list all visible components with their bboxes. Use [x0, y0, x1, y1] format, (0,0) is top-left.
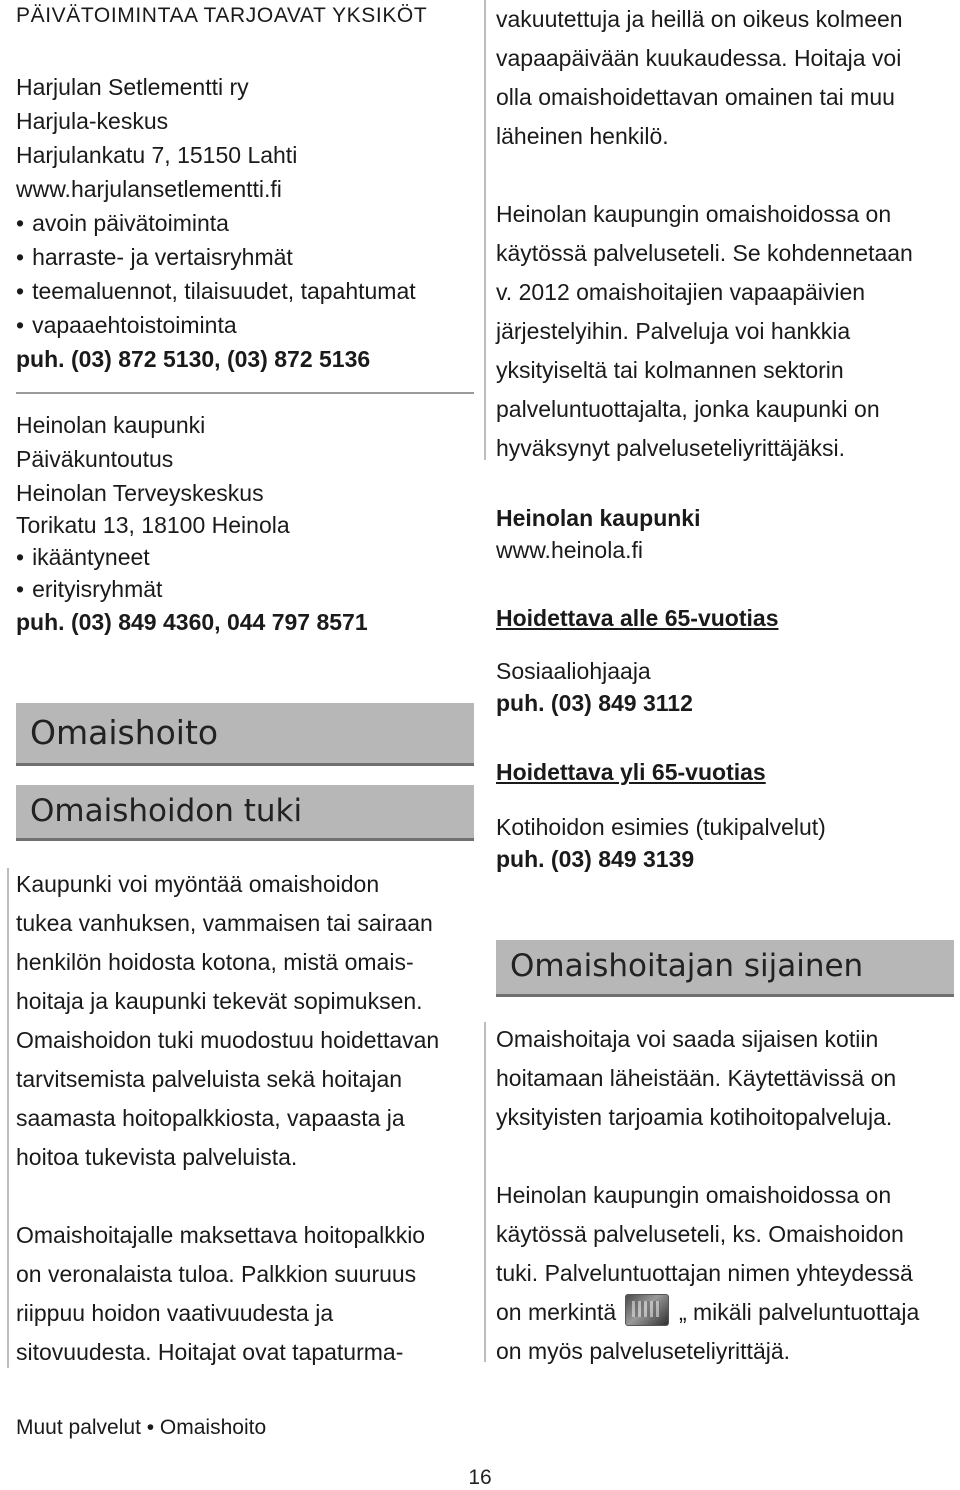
unit2-item: • ikääntyneet [16, 540, 150, 574]
text-line: käytössä palveluseteli. Se kohdennetaan [496, 240, 913, 266]
right-column-rule-top [484, 0, 486, 460]
phone-prefix: puh. [16, 609, 65, 635]
section-heading: PÄIVÄTOIMINTAA TARJOAVAT YKSIKÖT [16, 4, 428, 27]
text-line: on veronalaista tuloa. Palkkion suuruus [16, 1261, 417, 1287]
unit2-item: • erityisryhmät [16, 572, 162, 606]
text-line: tarvitsemista palveluista sekä hoitajan [16, 1066, 403, 1092]
text-line: tukea vanhuksen, vammaisen tai sairaan [16, 910, 433, 936]
section-title: Omaishoitajan sijainen [510, 948, 864, 984]
text-line: riippuu hoidon vaativuudesta ja [16, 1300, 334, 1326]
text-line: Heinolan kaupungin omaishoidossa on [496, 201, 892, 227]
unit2-phone-row [16, 605, 368, 639]
section-band-omaishoito [16, 703, 474, 766]
unit2-name: Heinolan kaupunki [16, 412, 206, 438]
unit1-address: Harjulankatu 7, 15150 Lahti [16, 142, 298, 168]
text-line: palveluntuottajalta, jonka kaupunki on [496, 396, 880, 422]
text-line: saamasta hoitopalkkiosta, vapaasta ja [16, 1105, 405, 1131]
omaishoito-paragraph-2 [16, 1216, 425, 1372]
text-line: hoitamaan läheistään. Käytettävissä on [496, 1065, 897, 1091]
unit2-address: Torikatu 13, 18100 Heinola [16, 512, 290, 538]
text-line: käytössä palveluseteli, ks. Omaishoidon [496, 1221, 904, 1247]
unit1-name: Harjulan Setlementti ry [16, 74, 249, 100]
unit1-item: • harraste- ja vertaisryhmät [16, 240, 293, 274]
text-line: järjestelyihin. Palveluja voi hankkia [496, 318, 851, 344]
unit1-item: • avoin päivätoiminta [16, 206, 229, 240]
text-line: hoitoa tukevista palveluista. [16, 1144, 298, 1170]
text-line: hoitaja ja kaupunki tekevät sopimuksen. [16, 988, 423, 1014]
under65-link[interactable]: Hoidettava alle 65-vuotias [496, 605, 779, 631]
unit1-place: Harjula-keskus [16, 108, 169, 134]
footer-breadcrumb: Muut palvelut • Omaishoito [16, 1416, 267, 1439]
text-line: Heinolan kaupungin omaishoidossa on [496, 1182, 892, 1208]
right-column-rule-bottom [484, 1022, 486, 1362]
text-line: Omaishoitajalle maksettava hoitopalkkio [16, 1222, 426, 1248]
right-paragraph-4 [496, 1176, 919, 1371]
subsection-band [16, 785, 474, 841]
text-line: Omaishoidon tuki muodostuu hoidettavan [16, 1027, 440, 1053]
over65-role: Kotihoidon esimies (tukipalvelut) [496, 814, 826, 840]
text-fragment: on merkintä [496, 1299, 617, 1325]
org-web[interactable]: www.heinola.fi [496, 537, 644, 563]
text-line: hyväksynyt palveluseteliyrittäjäksi. [496, 435, 845, 461]
text-line: Kaupunki voi myöntää omaishoidon [16, 871, 380, 897]
unit1-item: • vapaaehtoistoiminta [16, 308, 237, 342]
section-title: Omaishoito [30, 713, 219, 752]
right-paragraph-1 [496, 0, 903, 156]
unit1-phone: (03) 872 5130, (03) 872 5136 [70, 346, 371, 372]
subsection-title: Omaishoidon tuki [30, 793, 303, 829]
unit1-web[interactable]: www.harjulansetlementti.fi [16, 176, 282, 202]
divider [16, 392, 474, 394]
text-line: v. 2012 omaishoitajien vapaapäivien [496, 279, 866, 305]
text-line: tuki. Palveluntuottajan nimen yhteydessä [496, 1260, 913, 1286]
phone-prefix: puh. [16, 346, 65, 372]
over65-phone: puh. (03) 849 3139 [496, 846, 695, 872]
text-line: sitovuudesta. Hoitajat ovat tapaturma- [16, 1339, 404, 1365]
unit1-item: • teemaluennot, tilaisuudet, tapahtumat [16, 274, 416, 308]
text-line: yksityisten tarjoamia kotihoitopalveluja. [496, 1104, 893, 1130]
voucher-mark-icon [625, 1294, 669, 1326]
under65-phone: puh. (03) 849 3112 [496, 690, 693, 716]
right-paragraph-2 [496, 195, 913, 468]
text-line: Omaishoitaja voi saada sijaisen kotiin [496, 1026, 879, 1052]
left-column-rule [7, 868, 9, 1368]
text-line: läheinen henkilö. [496, 123, 669, 149]
text-line: vakuutettuja ja heillä on oikeus kolmeen [496, 6, 903, 32]
under65-role: Sosiaaliohjaaja [496, 658, 651, 684]
text-fragment: „ mikäli palveluntuottaja [678, 1299, 920, 1325]
unit2-place: Heinolan Terveyskeskus [16, 480, 264, 506]
over65-link[interactable]: Hoidettava yli 65-vuotias [496, 759, 766, 785]
text-line: olla omaishoidettavan omainen tai muu [496, 84, 895, 110]
section-band-sijainen [496, 940, 954, 997]
text-line: vapaapäivään kuukaudessa. Hoitaja voi [496, 45, 902, 71]
text-line: on myös palveluseteliyrittäjä. [496, 1338, 791, 1364]
org-name: Heinolan kaupunki [496, 505, 701, 531]
right-paragraph-3 [496, 1020, 896, 1137]
text-line: yksityiseltä tai kolmannen sektorin [496, 357, 844, 383]
page-number: 16 [468, 1466, 492, 1489]
text-line-with-icon [496, 1293, 919, 1332]
unit2-service: Päiväkuntoutus [16, 446, 174, 472]
unit1-phone-row [16, 342, 370, 376]
unit2-phone: (03) 849 4360, 044 797 8571 [70, 609, 368, 635]
text-line: henkilön hoidosta kotona, mistä omais- [16, 949, 414, 975]
omaishoito-paragraph-1 [16, 865, 439, 1177]
